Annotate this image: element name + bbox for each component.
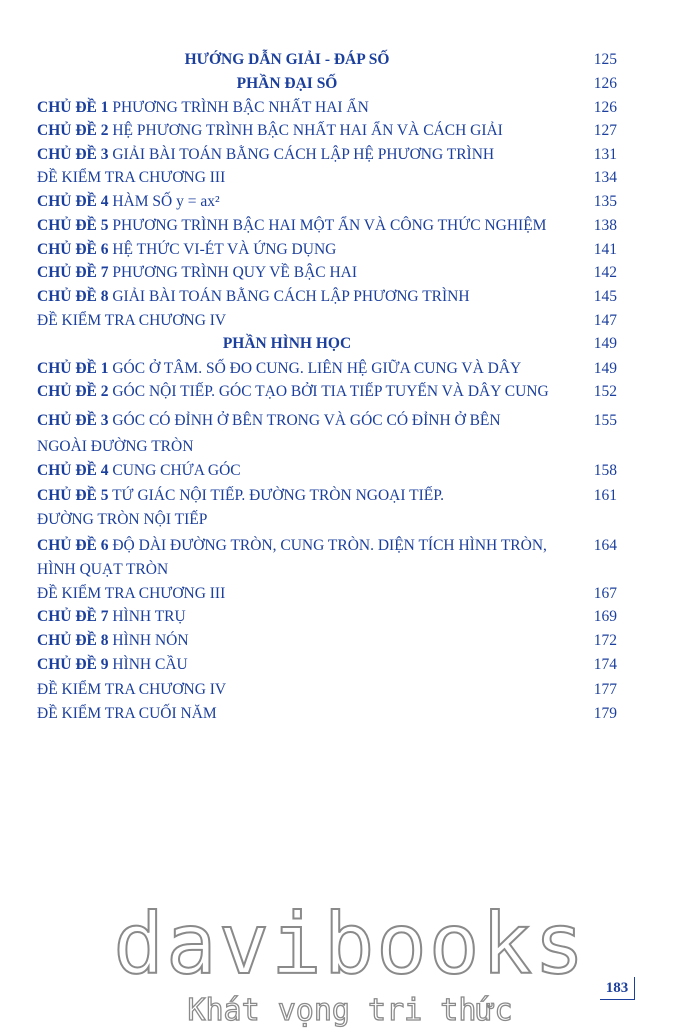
toc-page: 141: [593, 241, 617, 258]
toc-page: 149: [593, 335, 617, 352]
toc-page: 149: [593, 360, 617, 377]
toc-page: 147: [593, 312, 617, 329]
watermark-brand: davibooks: [113, 895, 587, 993]
toc-title: CHỦ ĐỀ 6 ĐỘ DÀI ĐƯỜNG TRÒN, CUNG TRÒN. DIỆN TÍCH HÌNH TRÒN,: [37, 537, 547, 554]
toc-title: ĐỀ KIỂM TRA CHƯƠNG III: [37, 585, 226, 602]
toc-title: NGOÀI ĐƯỜNG TRÒN: [37, 438, 194, 455]
topic-label: CHỦ ĐỀ 5: [37, 217, 109, 234]
page-number: 183: [600, 977, 635, 1000]
topic-label: CHỦ ĐỀ 1: [37, 99, 109, 116]
toc-title: CHỦ ĐỀ 8 GIẢI BÀI TOÁN BẰNG CÁCH LẬP PHƯƠNG TRÌNH: [37, 288, 470, 305]
toc-page: 131: [593, 146, 617, 163]
topic-label: CHỦ ĐỀ 6: [37, 241, 109, 258]
toc-page: 142: [593, 264, 617, 281]
topic-label: CHỦ ĐỀ 7: [37, 264, 109, 281]
toc-title: CHỦ ĐỀ 4 CUNG CHỨA GÓC: [37, 462, 241, 479]
toc-title: CHỦ ĐỀ 1 GÓC Ở TÂM. SỐ ĐO CUNG. LIÊN HỆ GIỮA CUNG VÀ DÂY: [37, 360, 522, 377]
toc-page: 161: [593, 487, 617, 504]
toc-page: 174: [593, 656, 617, 673]
toc-page: 179: [593, 705, 617, 722]
toc-page: 172: [593, 632, 617, 649]
toc-page: 138: [593, 217, 617, 234]
toc-title: CHỦ ĐỀ 8 HÌNH NÓN: [37, 632, 189, 649]
topic-label: CHỦ ĐỀ 8: [37, 288, 109, 305]
part-heading: PHẦN ĐẠI SỐ: [236, 75, 338, 92]
toc-title: CHỦ ĐỀ 9 HÌNH CẦU: [37, 656, 188, 673]
toc-title: ĐỀ KIỂM TRA CUỐI NĂM: [37, 705, 217, 722]
toc-page: 164: [593, 537, 617, 554]
toc-page: 135: [593, 193, 617, 210]
part-heading: PHẦN HÌNH HỌC: [222, 335, 352, 352]
toc-title: CHỦ ĐỀ 3 GIẢI BÀI TOÁN BẰNG CÁCH LẬP HỆ PHƯƠNG TRÌNH: [37, 146, 495, 163]
toc-page: 127: [593, 122, 617, 139]
topic-label: CHỦ ĐỀ 3: [37, 412, 109, 429]
toc-page: 177: [593, 681, 617, 698]
topic-label: CHỦ ĐỀ 4: [37, 193, 109, 210]
toc-page: 155: [593, 412, 617, 429]
toc-page: 125: [593, 51, 617, 68]
toc-title: ĐỀ KIỂM TRA CHƯƠNG III: [37, 169, 226, 186]
topic-label: CHỦ ĐỀ 5: [37, 487, 109, 504]
toc-page: 126: [593, 75, 617, 92]
toc-title: CHỦ ĐỀ 1 PHƯƠNG TRÌNH BẬC NHẤT HAI ẨN: [37, 99, 369, 116]
toc-title: CHỦ ĐỀ 5 TỨ GIÁC NỘI TIẾP. ĐƯỜNG TRÒN NGOẠI TIẾP.: [37, 487, 444, 504]
topic-label: CHỦ ĐỀ 3: [37, 146, 109, 163]
toc-title: CHỦ ĐỀ 6 HỆ THỨC VI-ÉT VÀ ỨNG DỤNG: [37, 241, 337, 258]
toc-page: 152: [593, 383, 617, 400]
toc-title: HƯỚNG DẪN GIẢI - ĐÁP SỐ: [184, 51, 390, 68]
topic-label: CHỦ ĐỀ 2: [37, 383, 109, 400]
toc-title: CHỦ ĐỀ 7 PHƯƠNG TRÌNH QUY VỀ BẬC HAI: [37, 264, 358, 281]
toc-page: 134: [593, 169, 617, 186]
topic-label: CHỦ ĐỀ 7: [37, 608, 109, 625]
toc-title: CHỦ ĐỀ 2 GÓC NỘI TIẾP. GÓC TẠO BỞI TIA TIẾP TUYẾN VÀ DÂY CUNG: [37, 383, 549, 400]
toc-title: CHỦ ĐỀ 5 PHƯƠNG TRÌNH BẬC HAI MỘT ẨN VÀ CÔNG THỨC NGHIỆM: [37, 217, 547, 234]
topic-label: CHỦ ĐỀ 9: [37, 656, 109, 673]
toc-page: 167: [593, 585, 617, 602]
toc-title: [37, 334, 537, 353]
toc-page: 169: [593, 608, 617, 625]
toc-page: 158: [593, 462, 617, 479]
topic-label: CHỦ ĐỀ 1: [37, 360, 109, 377]
toc-title: HÌNH QUẠT TRÒN: [37, 561, 169, 578]
topic-label: CHỦ ĐỀ 8: [37, 632, 109, 649]
topic-label: CHỦ ĐỀ 4: [37, 462, 109, 479]
toc-title: [37, 74, 537, 93]
toc-page: 126: [593, 99, 617, 116]
toc-title: ĐỀ KIỂM TRA CHƯƠNG IV: [37, 681, 227, 698]
toc-title: CHỦ ĐỀ 3 GÓC CÓ ĐỈNH Ở BÊN TRONG VÀ GÓC CÓ ĐỈNH Ở BÊN: [37, 412, 501, 429]
toc-title: ĐỀ KIỂM TRA CHƯƠNG IV: [37, 312, 227, 329]
toc-title: CHỦ ĐỀ 7 HÌNH TRỤ: [37, 608, 186, 625]
toc-title: ĐƯỜNG TRÒN NỘI TIẾP: [37, 511, 208, 528]
toc-title: CHỦ ĐỀ 2 HỆ PHƯƠNG TRÌNH BẬC NHẤT HAI ẨN VÀ CÁCH GIẢI: [37, 122, 503, 139]
watermark-tagline: Khát vọng tri thức: [187, 993, 513, 1028]
topic-label: CHỦ ĐỀ 6: [37, 537, 109, 554]
toc-page: 145: [593, 288, 617, 305]
topic-label: CHỦ ĐỀ 2: [37, 122, 109, 139]
toc-title: CHỦ ĐỀ 4 HÀM SỐ y = ax²: [37, 193, 220, 210]
